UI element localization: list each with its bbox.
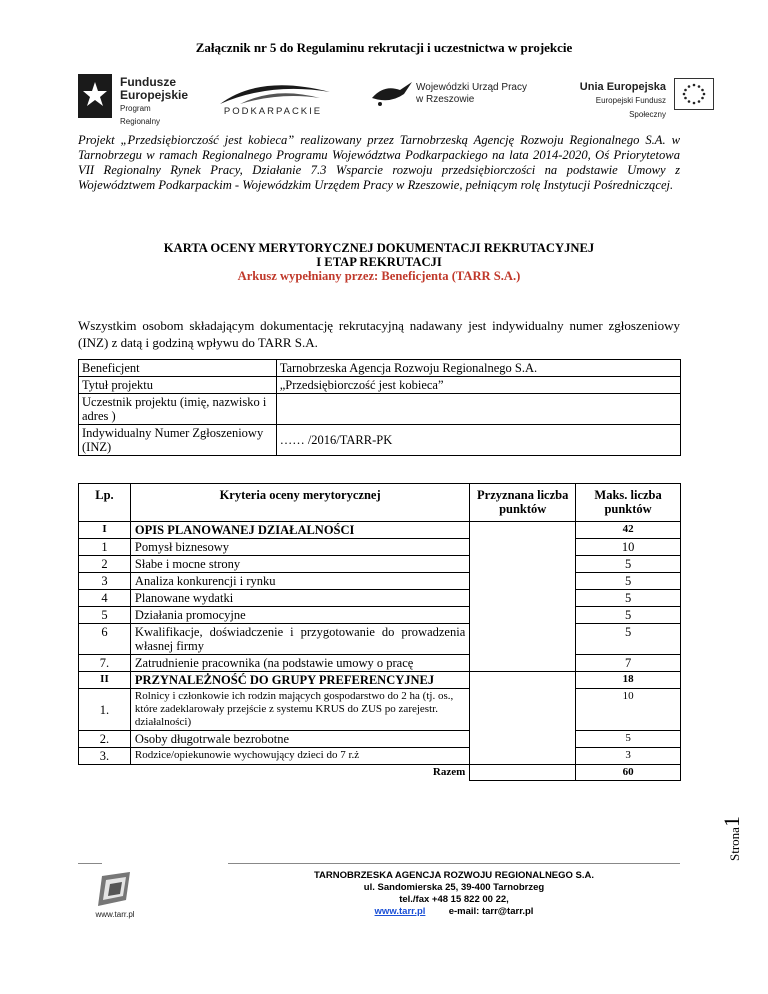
info-label: Tytuł projektu — [79, 377, 277, 394]
title-line1: KARTA OCENY MERYTORYCZNEJ DOKUMENTACJI REKRUTACYJNEJ — [163, 241, 595, 255]
row-name: OPIS PLANOWANEJ DZIAŁALNOŚCI — [130, 522, 469, 539]
row-name: Działania promocyjne — [130, 607, 469, 624]
criteria-row — [79, 573, 681, 590]
row-max: 5 — [576, 573, 681, 590]
unia-europejska-logo — [566, 76, 716, 120]
footer-address: ul. Sandomierska 25, 39-400 Tarnobrzeg — [363, 882, 545, 893]
wup-bird-icon — [370, 78, 414, 112]
page-number: 1 — [719, 816, 744, 828]
row-lp: 3 — [79, 573, 131, 590]
total-awarded-cell[interactable] — [470, 765, 576, 781]
info-row — [79, 394, 681, 425]
row-lp: 6 — [79, 624, 131, 655]
footer-divider — [228, 863, 680, 864]
fe-line1: Fundusze — [120, 75, 176, 89]
info-row — [79, 377, 681, 394]
info-label: Indywidualny Numer Zgłoszeniowy (INZ) — [79, 425, 277, 456]
awarded-points-cell[interactable] — [470, 672, 576, 765]
footer-divider-left — [78, 863, 102, 864]
header-awarded: Przyznana liczba punktów — [470, 484, 576, 522]
total-label: Razem — [79, 765, 470, 781]
page-word: Strona — [727, 827, 742, 861]
tarr-logo — [80, 872, 160, 922]
criteria-row — [79, 556, 681, 573]
row-name: Słabe i mocne strony — [130, 556, 469, 573]
row-lp: 3. — [79, 748, 131, 765]
row-name: Analiza konkurencji i rynku — [130, 573, 469, 590]
row-max: 5 — [576, 624, 681, 655]
inz-field[interactable]: …… /2016/TARR-PK — [276, 425, 680, 456]
row-name: Rolnicy i członkowie ich rodzin mających gospodarstwo do 2 ha (tj. os., które zadeklarowały przejście z systemu KRUS do ZUS po zarejestr. działalności) — [130, 689, 469, 731]
wup-logo — [370, 78, 530, 118]
total-row — [79, 765, 681, 781]
criteria-row — [79, 748, 681, 765]
criteria-header-row — [79, 484, 681, 522]
info-row — [79, 425, 681, 456]
criteria-row — [79, 624, 681, 655]
row-max: 5 — [576, 607, 681, 624]
row-max: 7 — [576, 655, 681, 672]
row-lp: 7. — [79, 655, 131, 672]
row-lp: II — [79, 672, 131, 689]
info-value: Tarnobrzeska Agencja Rozwoju Regionalnego S.A. — [276, 360, 680, 377]
row-lp: I — [79, 522, 131, 539]
row-lp: 1 — [79, 539, 131, 556]
info-table — [78, 359, 681, 456]
criteria-row — [79, 607, 681, 624]
footer-web-link[interactable]: www.tarr.pl — [374, 906, 426, 917]
inz-paragraph: Wszystkim osobom składającym dokumentację rekrutacyjną nadawany jest indywidualny numer zgłoszeniowy (INZ) z datą i godziną wpływu do TARR S.A. — [78, 318, 680, 350]
total-max: 60 — [576, 765, 681, 781]
row-lp: 4 — [79, 590, 131, 607]
row-name: Osoby długotrwale bezrobotne — [130, 731, 469, 748]
row-max: 5 — [576, 590, 681, 607]
info-label: Uczestnik projektu (imię, nazwisko i adres ) — [79, 394, 277, 425]
info-value: „Przedsiębiorczość jest kobieca” — [276, 377, 680, 394]
criteria-table — [78, 483, 681, 781]
row-max: 10 — [576, 689, 681, 731]
header-max: Maks. liczba punktów — [576, 484, 681, 522]
row-max: 42 — [576, 522, 681, 539]
eu-flag-icon — [674, 78, 714, 110]
footer-email: e-mail: tarr@tarr.pl — [448, 906, 534, 917]
row-name: Pomysł biznesowy — [130, 539, 469, 556]
criteria-row — [79, 590, 681, 607]
page-header: Załącznik nr 5 do Regulaminu rekrutacji i uczestnictwa w projekcie — [195, 40, 573, 55]
row-name: Zatrudnienie pracownika (na podstawie umowy o pracę — [130, 655, 469, 672]
info-label: Beneficjent — [79, 360, 277, 377]
row-max: 10 — [576, 539, 681, 556]
row-lp: 5 — [79, 607, 131, 624]
podkarpackie-logo — [200, 74, 346, 122]
wup-line2: w Rzeszowie — [416, 94, 475, 105]
info-row — [79, 360, 681, 377]
title-line2: I ETAP REKRUTACJI — [316, 255, 442, 269]
participant-field[interactable] — [276, 394, 680, 425]
footer-org: TARNOBRZESKA AGENCJA ROZWOJU REGIONALNEGO S.A. — [313, 870, 595, 881]
header-lp: Lp. — [79, 484, 131, 522]
row-max: 5 — [576, 731, 681, 748]
fundusze-europejskie-logo — [78, 74, 189, 126]
criteria-row — [79, 539, 681, 556]
row-name: Rodzice/opiekunowie wychowujący dzieci do 7 r.ż — [130, 748, 469, 765]
row-name: Kwalifikacje, doświadczenie i przygotowanie do prowadzenia własnej firmy — [130, 624, 469, 655]
footer — [228, 870, 680, 918]
ue-line2: Europejski Fundusz Społeczny — [595, 96, 666, 119]
row-name: Planowane wydatki — [130, 590, 469, 607]
criteria-row — [79, 672, 681, 689]
footer-phone: tel./fax +48 15 822 00 22, — [399, 894, 509, 905]
header-criteria: Kryteria oceny merytorycznej — [130, 484, 469, 522]
pk-swoosh-icon — [200, 74, 346, 106]
tarr-logo-url: www.tarr.pl — [95, 910, 135, 919]
project-intro: Projekt „Przedsiębiorczość jest kobieca” realizowany przez Tarnobrzeską Agencję Rozwoju Regionalnego S.A. w Tarnobrzegu w ramach Regionalnego Programu Województwa Podkarpackiego na lata 2014-2020, Oś Priorytetowa VII Regionalny Rynek Pracy, Działanie 7.3 Wsparcie rozwoju przedsiębiorczości na podstawie Umowy z Województwem Podkarpackim - Wojewódzkim Urzędem Pracy w Rzeszowie, pełniącym rolę Instytucji Pośredniczącej. — [78, 133, 680, 192]
fe-star-icon — [78, 74, 118, 118]
tarr-emblem-icon — [80, 872, 150, 910]
fe-line2: Europejskie — [120, 88, 189, 102]
document-title — [78, 241, 680, 283]
criteria-row — [79, 655, 681, 672]
row-max: 5 — [576, 556, 681, 573]
title-line3: Arkusz wypełniany przez: Beneficjenta (TARR S.A.) — [237, 269, 521, 283]
awarded-points-cell[interactable] — [470, 522, 576, 672]
row-lp: 1. — [79, 689, 131, 731]
row-max: 18 — [576, 672, 681, 689]
pk-text: PODKARPACKIE — [223, 106, 323, 117]
wup-line1: Wojewódzki Urząd Pracy — [416, 82, 527, 93]
row-name: PRZYNALEŻNOŚĆ DO GRUPY PREFERENCYJNEJ — [130, 672, 469, 689]
criteria-row — [79, 689, 681, 731]
row-max: 3 — [576, 748, 681, 765]
criteria-row — [79, 731, 681, 748]
row-lp: 2 — [79, 556, 131, 573]
fe-line3: Program Regionalny — [120, 104, 161, 126]
row-lp: 2. — [79, 731, 131, 748]
ue-line1: Unia Europejska — [579, 81, 666, 93]
page-number-label — [719, 790, 744, 861]
criteria-row — [79, 522, 681, 539]
